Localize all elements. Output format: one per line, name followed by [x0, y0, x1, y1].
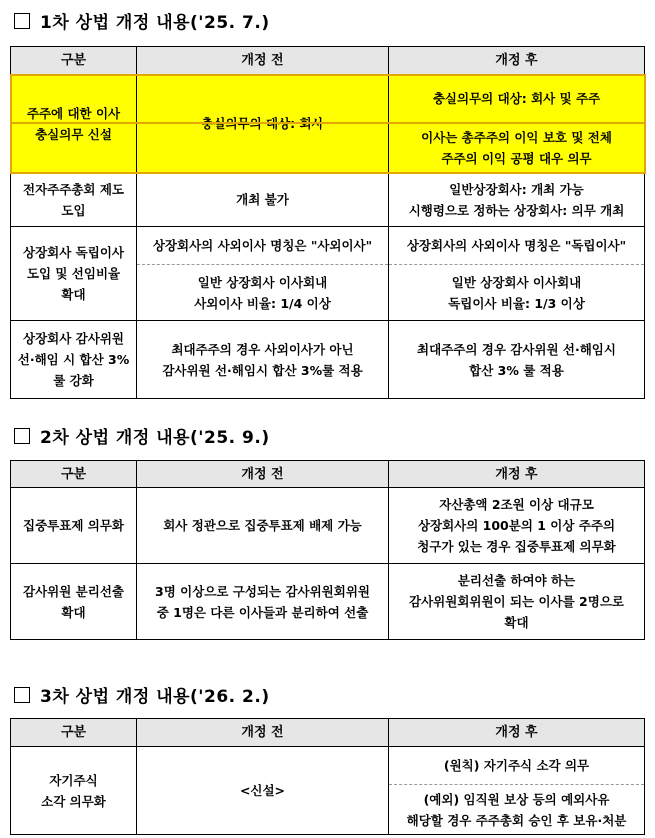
row-after-2 — [389, 785, 645, 835]
table-row — [11, 75, 645, 123]
row-before — [137, 564, 389, 640]
table-row — [11, 488, 645, 564]
row-after — [389, 173, 645, 227]
col-header-category: 구분 — [11, 719, 137, 747]
row-after-2 — [389, 265, 645, 321]
row-category — [11, 488, 137, 564]
cell-text: 최대주주의 경우 사외이사가 아닌 감사위원 선·해임시 합산 3%룰 적용 — [162, 341, 363, 378]
cell-text: 자산총액 2조원 이상 대규모 상장회사의 100분의 1 이상 주주의 청구가 있는 경우 집중투표제 의무화 — [417, 497, 616, 554]
row-before-2 — [137, 265, 389, 321]
row-category — [11, 747, 137, 835]
row-before — [137, 321, 389, 399]
row-before — [137, 747, 389, 835]
checkbox-square-icon — [14, 687, 30, 703]
row-after-1 — [389, 75, 645, 123]
cell-text: 자기주식 소각 의무화 — [41, 772, 106, 809]
table-row — [11, 227, 645, 265]
cell-text: (예외) 임직원 보상 등의 예외사유 해당할 경우 주주총회 승인 후 보유·처분 — [406, 791, 627, 828]
row-after — [389, 488, 645, 564]
cell-text: 회사 정관으로 집중투표제 배제 가능 — [163, 518, 362, 533]
cell-text: 3명 이상으로 구성되는 감사위원회위원 중 1명은 다른 이사들과 분리하여 선출 — [155, 583, 370, 620]
cell-text: (원칙) 자기주식 소각 의무 — [443, 758, 590, 773]
section-1-table — [10, 46, 645, 399]
row-category — [11, 321, 137, 399]
table-row — [11, 173, 645, 227]
row-category — [11, 75, 137, 173]
row-after-1 — [389, 747, 645, 785]
cell-text: 이사는 총주주의 이익 보호 및 전체 주주의 이익 공평 대우 의무 — [421, 129, 612, 166]
cell-text: 충실의무의 대상: 회사 및 주주 — [432, 91, 601, 106]
row-after-1 — [389, 227, 645, 265]
row-before-1 — [137, 227, 389, 265]
section-3-heading: 3차 상법 개정 내용('26. 2.) — [14, 682, 270, 707]
col-header-before: 개정 전 — [137, 47, 389, 75]
col-header-after: 개정 후 — [389, 719, 645, 747]
table-row — [11, 747, 645, 785]
table-row — [11, 564, 645, 640]
cell-text: 감사위원 분리선출 확대 — [23, 583, 124, 620]
cell-text: 집중투표제 의무화 — [23, 518, 124, 533]
row-before — [137, 488, 389, 564]
section-3-table — [10, 718, 645, 835]
cell-text: 개최 불가 — [236, 192, 289, 207]
cell-text: 일반상장회사: 개최 가능 시행령으로 정하는 상장회사: 의무 개최 — [408, 181, 625, 218]
cell-text: 주주에 대한 이사 충실의무 신설 — [26, 105, 121, 142]
row-before — [137, 173, 389, 227]
cell-text: 상장회사의 사외이사 명칭은 "사외이사" — [152, 238, 373, 253]
cell-text: 분리선출 하여야 하는 감사위원회위원이 되는 이사를 2명으로 확대 — [409, 573, 624, 630]
cell-text: 충실의무의 대상: 회사 — [201, 116, 324, 131]
section-2-table — [10, 460, 645, 640]
row-category — [11, 564, 137, 640]
cell-text: <신설> — [239, 783, 286, 798]
cell-text: 전자주주총회 제도 도입 — [23, 181, 124, 218]
cell-text: 일반 상장회사 이사회내 사외이사 비율: 1/4 이상 — [194, 274, 331, 311]
row-before — [137, 75, 389, 173]
cell-text: 일반 상장회사 이사회내 독립이사 비율: 1/3 이상 — [448, 274, 585, 311]
cell-text: 상장회사의 사외이사 명칭은 "독립이사" — [406, 238, 627, 253]
col-header-after: 개정 후 — [389, 47, 645, 75]
row-category — [11, 227, 137, 321]
checkbox-square-icon — [14, 428, 30, 444]
section-1-heading: 1차 상법 개정 내용('25. 7.) — [14, 8, 270, 33]
row-after — [389, 321, 645, 399]
col-header-before: 개정 전 — [137, 719, 389, 747]
col-header-category: 구분 — [11, 47, 137, 75]
col-header-after: 개정 후 — [389, 461, 645, 488]
row-after-2 — [389, 123, 645, 173]
checkbox-square-icon — [14, 13, 30, 29]
table-row — [11, 321, 645, 399]
cell-text: 상장회사 감사위원 선·해임 시 합산 3% 룰 강화 — [17, 331, 130, 388]
row-category — [11, 173, 137, 227]
row-after — [389, 564, 645, 640]
section-2-heading: 2차 상법 개정 내용('25. 9.) — [14, 423, 270, 448]
col-header-category: 구분 — [11, 461, 137, 488]
col-header-before: 개정 전 — [137, 461, 389, 488]
cell-text: 상장회사 독립이사 도입 및 선임비율 확대 — [23, 245, 124, 302]
cell-text: 최대주주의 경우 감사위원 선·해임시 합산 3% 룰 적용 — [417, 341, 616, 378]
